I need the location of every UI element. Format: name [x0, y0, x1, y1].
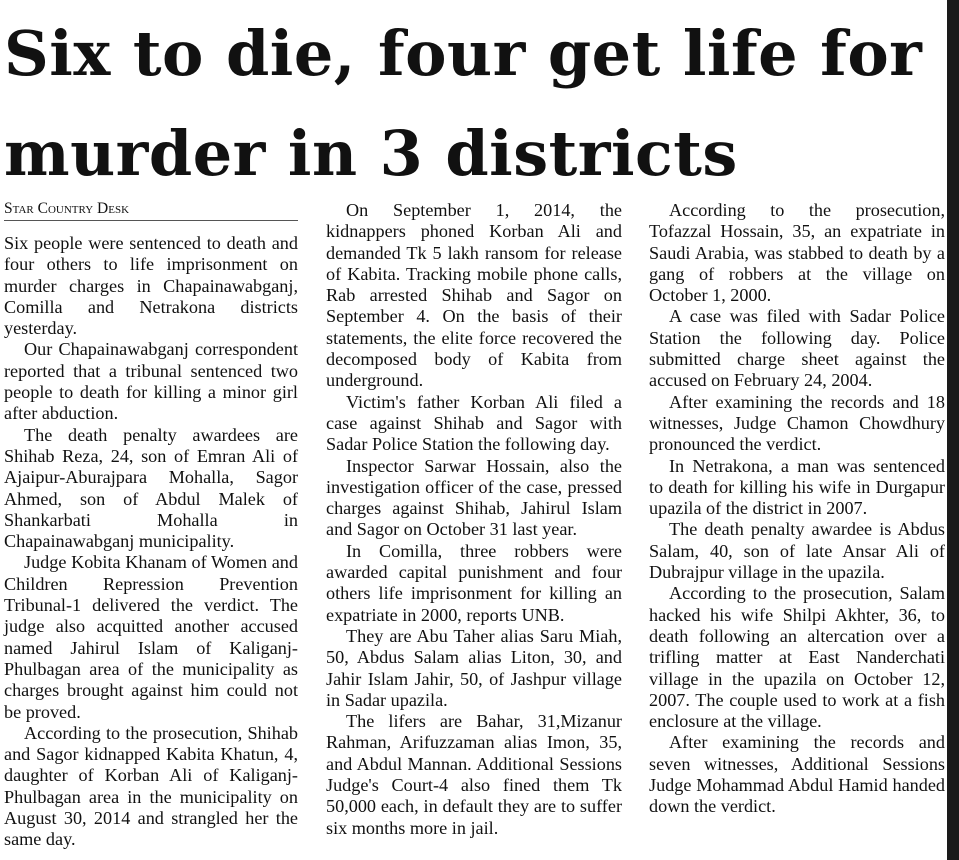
paragraph: Our Chapainawabganj correspondent reported that a tribunal sentenced two people to death for killing a minor girl after abduction.: [4, 339, 298, 424]
paragraph: According to the prosecution, Shihab and Sagor kidnapped Kabita Khatun, 4, daughter of Korban Ali of Kaliganj-Phulbagan area in the municipality on August 30, 2014 and strangled her the same day.: [4, 722, 298, 850]
paragraph: According to the prosecution, Tofazzal Hossain, 35, an expatriate in Saudi Arabia, was stabbed to death by a gang of robbers at the village on October 1, 2000.: [649, 200, 945, 306]
article-column-2: [326, 200, 622, 839]
paragraph: The death penalty awardees are Shihab Reza, 24, son of Emran Ali of Ajaipur-Aburajpara Mohalla, Sagor Ahmed, son of Abdul Malek of Shankarbati Mohalla in Chapainawabganj municipality.: [4, 424, 298, 552]
headline: [4, 4, 939, 204]
article-column-1: [4, 200, 298, 851]
headline-line-2: murder in 3 districts: [4, 117, 738, 190]
paragraph: Judge Kobita Khanam of Women and Children Repression Prevention Tribunal-1 delivered the verdict. The judge also acquitted another accused named Jahirul Islam of Kaliganj-Phulbagan area of the municipality as charges brought against him could not be proved.: [4, 552, 298, 722]
paragraph: The death penalty awardee is Abdus Salam, 40, son of late Ansar Ali of Dubrajpur village in the upazila.: [649, 519, 945, 583]
paragraph: Six people were sentenced to death and four others to life imprisonment on murder charges in Chapainawabganj, Comilla and Netrakona districts yesterday.: [4, 233, 298, 339]
paragraph: According to the prosecution, Salam hacked his wife Shilpi Akhter, 36, to death following an altercation over a trifling matter at East Nanderchati village in the upazila on October 12, 2007. The couple used to work at a fish enclosure at the village.: [649, 583, 945, 732]
paragraph: The lifers are Bahar, 31,Mizanur Rahman, Arifuzzaman alias Imon, 35, and Abdul Mannan. Additional Sessions Judge's Court-4 also fined them Tk 50,000 each, in default they are to suffer six months more in jail.: [326, 711, 622, 838]
paragraph: On September 1, 2014, the kidnappers phoned Korban Ali and demanded Tk 5 lakh ransom for release of Kabita. Tracking mobile phone calls, Rab arrested Shihab and Sagor on September 4. On the basis of their statements, the elite force recovered the decomposed body of Kabita from underground.: [326, 200, 622, 391]
paragraph: After examining the records and 18 witnesses, Judge Chamon Chowdhury pronounced the verdict.: [649, 391, 945, 455]
paragraph: In Netrakona, a man was sentenced to death for killing his wife in Durgapur upazila of the district in 2007.: [649, 455, 945, 519]
paragraph: They are Abu Taher alias Saru Miah, 50, Abdus Salam alias Liton, 30, and Jahir Islam Jahir, 50, of Jashpur village in Sadar upazila.: [326, 625, 622, 710]
page-edge-bar: [947, 0, 959, 860]
byline: Star Country Desk: [4, 200, 298, 221]
paragraph: Victim's father Korban Ali filed a case against Shihab and Sagor with Sadar Police Station the following day.: [326, 391, 622, 455]
article-column-3: [649, 200, 945, 818]
paragraph: After examining the records and seven witnesses, Additional Sessions Judge Mohammad Abdul Hamid handed down the verdict.: [649, 732, 945, 817]
headline-line-1: Six to die, four get life for: [4, 17, 923, 90]
paragraph: A case was filed with Sadar Police Station the following day. Police submitted charge sheet against the accused on February 24, 2004.: [649, 306, 945, 391]
paragraph: In Comilla, three robbers were awarded capital punishment and four others life imprisonment for killing an expatriate in 2000, reports UNB.: [326, 540, 622, 625]
paragraph: Inspector Sarwar Hossain, also the investigation officer of the case, pressed charges against Shihab, Jahirul Islam and Sagor on October 31 last year.: [326, 455, 622, 540]
